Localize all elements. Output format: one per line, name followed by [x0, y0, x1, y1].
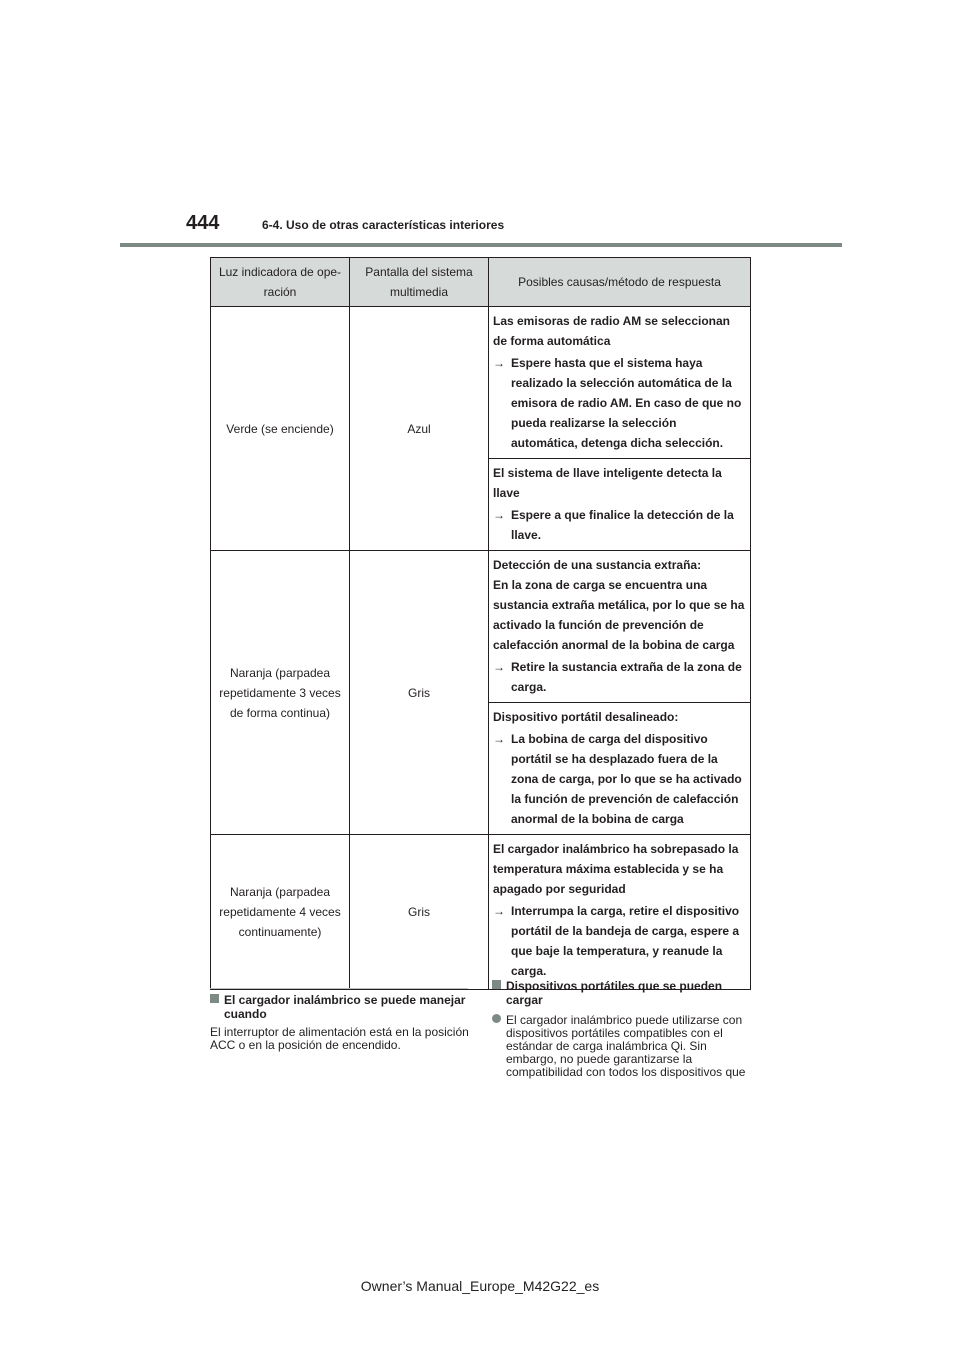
table-row [211, 551, 751, 703]
section-title: 6-4. Uso de otras características interiores [262, 218, 505, 232]
square-bullet-icon [210, 994, 219, 1003]
table-row [211, 307, 751, 459]
note-heading-text: El cargador inalámbrico se puede manejar cuando [224, 993, 466, 1021]
cause-cell [489, 551, 751, 703]
cause-cell [489, 835, 751, 990]
note-bullet [492, 1014, 754, 1079]
note-heading [492, 979, 754, 1007]
note-body: El interruptor de alimentación está en la posición ACC o en la posición de encendido. [210, 1025, 469, 1052]
cause-action: La bobina de carga del dispositivo portátil se ha desplazado fuera de la zona de carga, por lo que se ha activado la función de prevención de calefacción anormal de la bobina de carga [511, 732, 742, 826]
page-number: 444 [186, 212, 220, 234]
cause-action: Retire la sustancia extraña de la zona de carga. [511, 660, 742, 694]
square-bullet-icon [492, 980, 501, 989]
display-cell: Azul [350, 307, 489, 551]
note-operation-conditions [210, 993, 472, 1052]
light-cell: Verde (se enciende) [211, 307, 350, 551]
cause-title: El sistema de llave inteligente detecta la llave [493, 466, 722, 500]
cause-action: Espere hasta que el sistema haya realizado la selección automática de la emisora de radio AM. En caso de que no pueda realizarse la selección automática, detenga dicha selección. [511, 356, 742, 450]
cause-title: Las emisoras de radio AM se seleccionan de forma automática [493, 314, 730, 348]
light-cell: Naranja (parpadea repetidamente 3 veces de forma continua) [211, 551, 350, 835]
indicator-table [210, 257, 751, 990]
column-header-causes: Posibles causas/método de respuesta [489, 258, 751, 307]
arrow-right-icon: → [493, 732, 505, 746]
cause-cell [489, 703, 751, 835]
cause-cell [489, 459, 751, 551]
arrow-right-icon: → [493, 508, 505, 522]
light-cell: Naranja (parpadea repetidamente 4 veces continuamente) [211, 835, 350, 990]
table-row [211, 835, 751, 990]
cause-title: Detección de una sustancia extraña: En la zona de carga se encuentra una sustancia extraña metálica, por lo que se ha activado la función de prevención de calefacción anormal de la bobina de carga [493, 558, 745, 652]
column-header-light: Luz indicadora de ope- ración [211, 258, 350, 307]
arrow-right-icon: → [493, 356, 505, 370]
table-header-row [211, 258, 751, 307]
note-heading-text: Dispositivos portátiles que se pueden cargar [506, 979, 723, 1007]
circle-bullet-icon [492, 1014, 501, 1023]
display-cell: Gris [350, 551, 489, 835]
cause-action: Espere a que finalice la detección de la llave. [511, 508, 734, 542]
arrow-right-icon: → [493, 904, 505, 918]
cause-title: Dispositivo portátil desalineado: [493, 710, 679, 724]
cause-action: Interrumpa la carga, retire el dispositivo portátil de la bandeja de carga, espere a que baje la temperatura, y reanude la carga. [511, 904, 740, 978]
arrow-right-icon: → [493, 660, 505, 674]
column-header-display: Pantalla del sistema multimedia [350, 258, 489, 307]
column-divider [210, 988, 468, 989]
cause-cell [489, 307, 751, 459]
header-divider [120, 243, 842, 247]
display-cell: Gris [350, 835, 489, 990]
note-heading [210, 993, 472, 1021]
cause-title: El cargador inalámbrico ha sobrepasado la temperatura máxima establecida y se ha apagado por seguridad [493, 842, 739, 896]
note-bullet-text: El cargador inalámbrico puede utilizarse con dispositivos portátiles compatibles con el estándar de carga inalámbrica Qi. Sin embargo, no puede garantizarse la compatibilidad con todos los dispositivos que [506, 1013, 746, 1079]
note-chargeable-devices [492, 979, 754, 1079]
footer-manual-id: Owner’s Manual_Europe_M42G22_es [360, 1278, 600, 1294]
